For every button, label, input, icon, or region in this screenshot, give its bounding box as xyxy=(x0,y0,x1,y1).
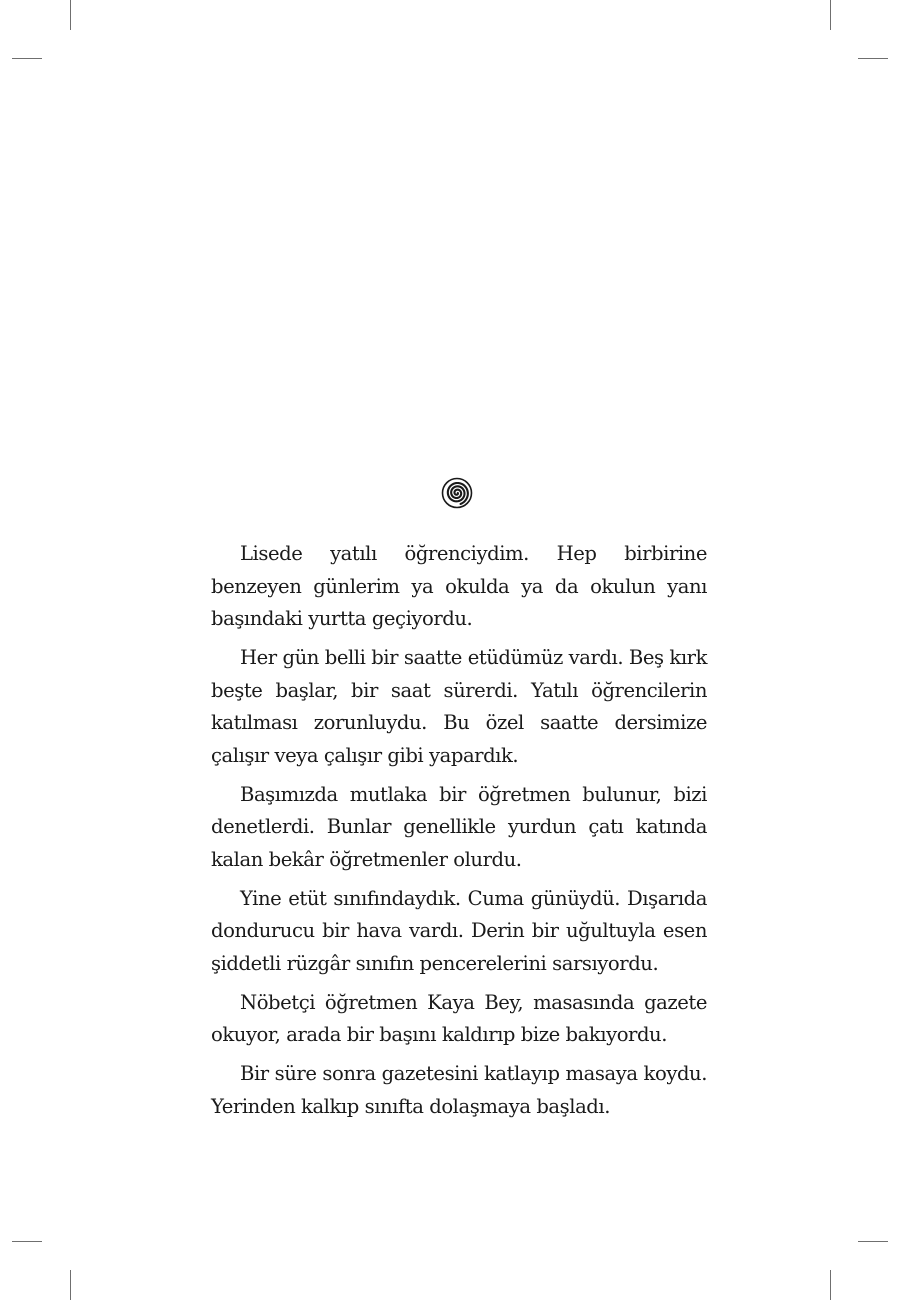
paragraph-4: Yine etüt sınıfındaydık. Cuma günüydü. Dışarıda dondurucu bir hava vardı. Derin bir uğultuyla esen şiddetli rüzgâr sınıfın pencerelerini sarsıyordu. xyxy=(211,886,707,975)
crop-mark-bottom-right-horizontal xyxy=(858,1241,888,1242)
paragraph-6: Bir süre sonra gazetesini katlayıp masaya koydu. Yerinden kalkıp sınıfta dolaşmaya başladı. xyxy=(211,1062,707,1118)
spiral-icon xyxy=(441,477,473,509)
crop-mark-bottom-left-vertical xyxy=(70,1270,71,1300)
crop-mark-top-right-vertical xyxy=(830,0,831,30)
crop-mark-bottom-left-horizontal xyxy=(12,1241,42,1242)
paragraph-3: Başımızda mutlaka bir öğretmen bulunur, bizi denetlerdi. Bunlar genellikle yurdun çatı katında kalan bekâr öğretmenler olurdu. xyxy=(211,782,707,871)
body-text xyxy=(211,538,707,1123)
crop-mark-top-right-horizontal xyxy=(858,58,888,59)
paragraph-1: Lisede yatılı öğrenciydim. Hep birbirine benzeyen günlerim ya okulda ya da okulun yanı başındaki yurtta geçiyordu. xyxy=(211,542,707,630)
crop-mark-bottom-right-vertical xyxy=(830,1270,831,1300)
paragraph-5: Nöbetçi öğretmen Kaya Bey, masasında gazete okuyor, arada bir başını kaldırıp bize bakıyordu. xyxy=(211,990,707,1046)
paragraph-2: Her gün belli bir saatte etüdümüz vardı. Beş kırk beşte başlar, bir saat sürerdi. Yatılı öğrencilerin katılması zorunluydu. Bu özel saatte dersimize çalışır veya çalışır gibi yapardık. xyxy=(211,646,707,767)
crop-mark-top-left-horizontal xyxy=(12,58,42,59)
crop-mark-top-left-vertical xyxy=(70,0,71,30)
